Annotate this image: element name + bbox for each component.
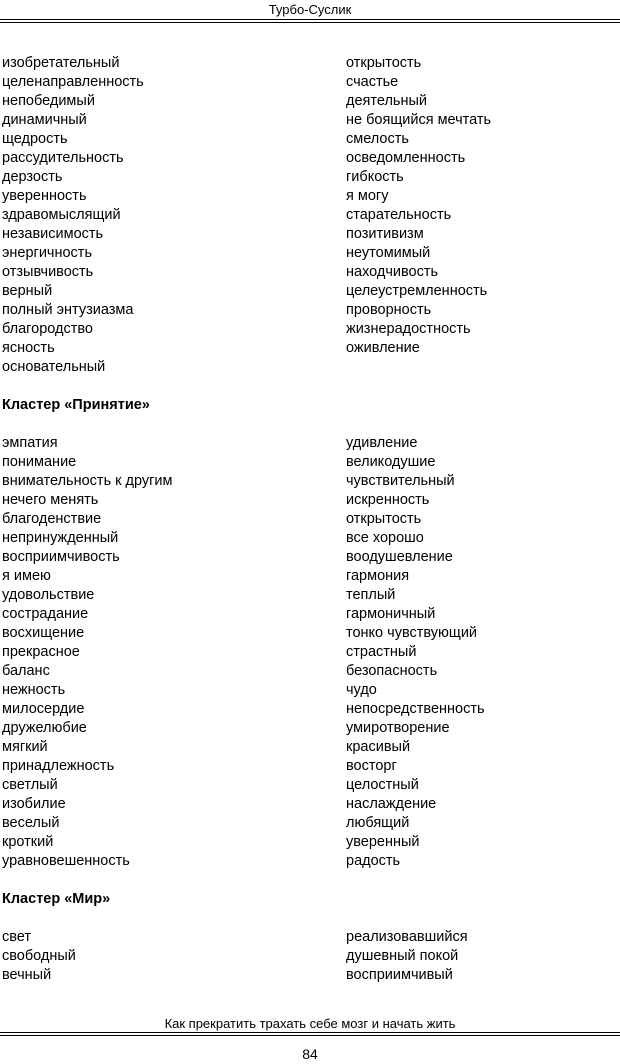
word-column-right xyxy=(346,54,618,377)
word-item: осведомленность xyxy=(346,150,466,166)
word-item: баланс xyxy=(2,663,50,679)
word-item: смелость xyxy=(346,131,409,147)
word-item: реализовавшийся xyxy=(346,929,468,945)
word-item: находчивость xyxy=(346,264,439,280)
word-item: дружелюбие xyxy=(2,720,87,736)
word-item: искренность xyxy=(346,492,430,508)
word-item: душевный покой xyxy=(346,948,459,964)
word-item: воодушевление xyxy=(346,549,453,565)
word-item: проворность xyxy=(346,302,432,318)
header-rule-lower xyxy=(0,22,620,23)
word-item: динамичный xyxy=(2,112,87,128)
word-item: благородство xyxy=(2,321,93,337)
header-rule-upper xyxy=(0,19,620,20)
word-item: я имею xyxy=(2,568,51,584)
word-item: не боящийся мечтать xyxy=(346,112,492,128)
word-column-left xyxy=(2,54,346,377)
cluster-heading: Кластер «Принятие» xyxy=(2,397,150,413)
word-item: веселый xyxy=(2,815,60,831)
word-item: светлый xyxy=(2,777,58,793)
word-item: восприимчивость xyxy=(2,549,120,565)
word-item: гармония xyxy=(346,568,410,584)
word-item: нечего менять xyxy=(2,492,99,508)
word-item: сострадание xyxy=(2,606,89,622)
word-item: принадлежность xyxy=(2,758,115,774)
word-item: старательность xyxy=(346,207,452,223)
word-item: все хорошо xyxy=(346,530,424,546)
word-item: оживление xyxy=(346,340,420,356)
word-item: внимательность к другим xyxy=(2,473,173,489)
word-item: ясность xyxy=(2,340,55,356)
word-item: удивление xyxy=(346,435,418,451)
word-item: кроткий xyxy=(2,834,54,850)
word-item: непринужденный xyxy=(2,530,119,546)
word-item: красивый xyxy=(346,739,411,755)
word-item: вечный xyxy=(2,967,52,983)
word-item: щедрость xyxy=(2,131,68,147)
word-item: наслаждение xyxy=(346,796,437,812)
word-item: любящий xyxy=(346,815,410,831)
word-item: восприимчивый xyxy=(346,967,453,983)
word-item: изобилие xyxy=(2,796,66,812)
word-list-block xyxy=(2,434,618,871)
word-item: гармоничный xyxy=(346,606,436,622)
word-item: страстный xyxy=(346,644,417,660)
cluster-heading: Кластер «Мир» xyxy=(2,891,111,907)
footer-rule-upper xyxy=(0,1032,620,1033)
word-column-right xyxy=(346,928,618,985)
word-item: непосредственность xyxy=(346,701,485,717)
word-item: целостный xyxy=(346,777,419,793)
word-item: благоденствие xyxy=(2,511,102,527)
word-item: жизнерадостность xyxy=(346,321,471,337)
word-item: уравновешенность xyxy=(2,853,130,869)
word-item: мягкий xyxy=(2,739,48,755)
word-item: уверенность xyxy=(2,188,87,204)
word-item: чувствительный xyxy=(346,473,455,489)
word-item: безопасность xyxy=(346,663,438,679)
running-footer-title: Как прекратить трахать себе мозг и начать жить xyxy=(164,1016,456,1031)
word-column-right xyxy=(346,434,618,871)
word-item: позитивизм xyxy=(346,226,424,242)
word-item: полный энтузиазма xyxy=(2,302,134,318)
word-item: счастье xyxy=(346,74,399,90)
word-list-block xyxy=(2,54,618,377)
word-column-left xyxy=(2,434,346,871)
word-item: умиротворение xyxy=(346,720,450,736)
word-item: изобретательный xyxy=(2,55,120,71)
word-item: свободный xyxy=(2,948,76,964)
word-item: радость xyxy=(346,853,401,869)
word-item: целеустремленность xyxy=(346,283,488,299)
word-item: удовольствие xyxy=(2,587,95,603)
word-item: открытость xyxy=(346,511,422,527)
page-number: 84 xyxy=(302,1046,318,1062)
word-item: восхищение xyxy=(2,625,85,641)
footer-rule-lower xyxy=(0,1035,620,1036)
word-item: верный xyxy=(2,283,53,299)
word-item: основательный xyxy=(2,359,106,375)
word-item: тонко чувствующий xyxy=(346,625,478,641)
running-header-title: Турбо-Суслик xyxy=(268,2,352,17)
word-item: здравомыслящий xyxy=(2,207,121,223)
word-item: свет xyxy=(2,929,32,945)
word-item: уверенный xyxy=(346,834,420,850)
page-content xyxy=(2,54,618,985)
word-item: неутомимый xyxy=(346,245,431,261)
word-item: теплый xyxy=(346,587,396,603)
word-item: чудо xyxy=(346,682,377,698)
word-item: рассудительность xyxy=(2,150,124,166)
word-item: эмпатия xyxy=(2,435,58,451)
word-list-block xyxy=(2,928,618,985)
word-item: гибкость xyxy=(346,169,404,185)
word-item: дерзость xyxy=(2,169,63,185)
word-item: нежность xyxy=(2,682,66,698)
word-item: великодушие xyxy=(346,454,436,470)
word-item: энергичность xyxy=(2,245,92,261)
word-item: отзывчивость xyxy=(2,264,94,280)
word-item: целенаправленность xyxy=(2,74,144,90)
word-column-left xyxy=(2,928,346,985)
word-item: деятельный xyxy=(346,93,427,109)
word-item: независимость xyxy=(2,226,104,242)
word-item: восторг xyxy=(346,758,397,774)
word-item: непобедимый xyxy=(2,93,95,109)
word-item: прекрасное xyxy=(2,644,80,660)
word-item: я могу xyxy=(346,188,389,204)
word-item: понимание xyxy=(2,454,77,470)
word-item: открытость xyxy=(346,55,422,71)
word-item: милосердие xyxy=(2,701,85,717)
